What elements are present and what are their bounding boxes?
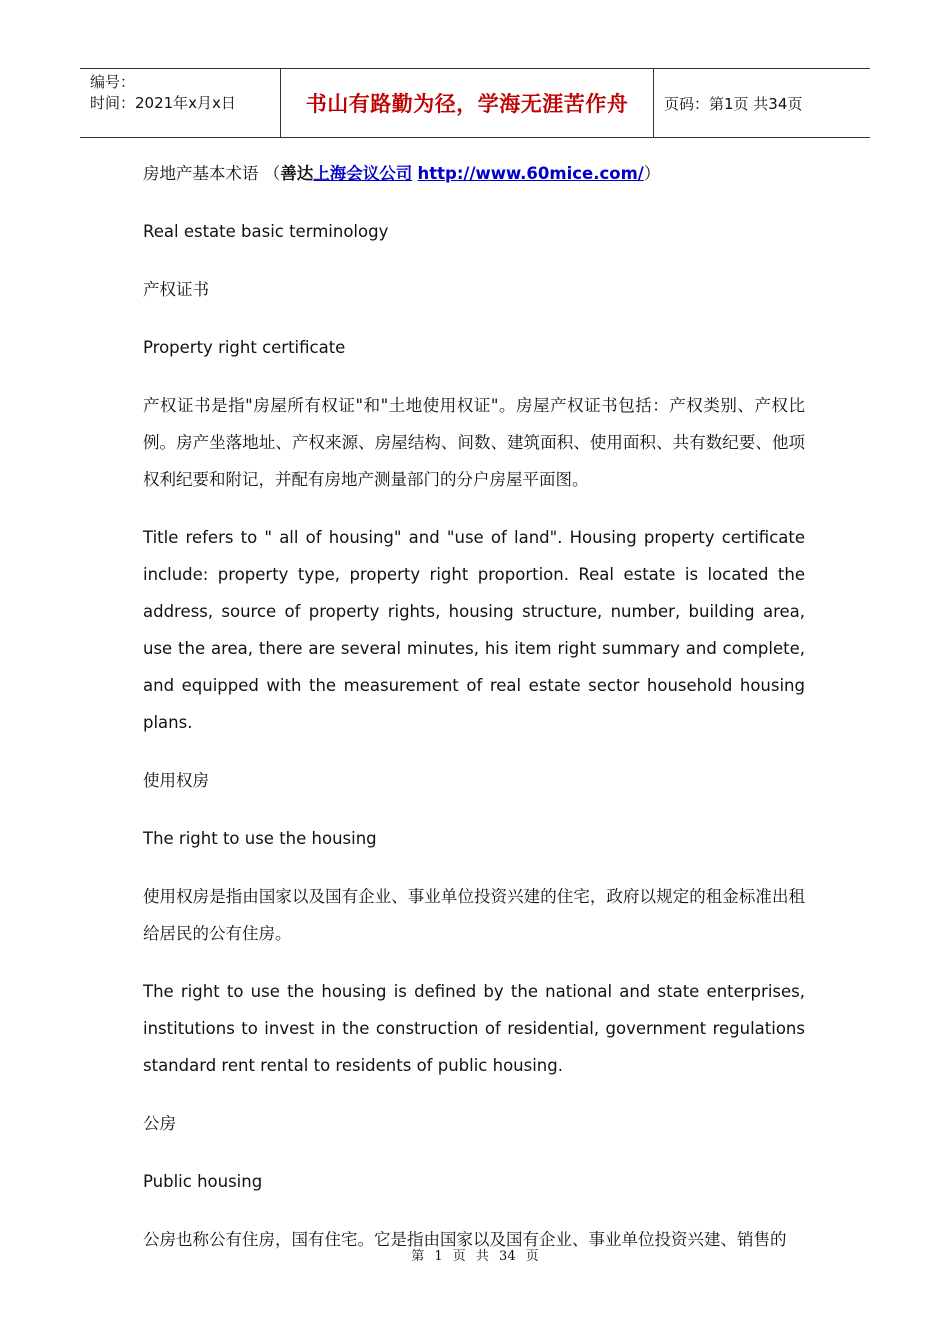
paragraph: 使用权房是指由国家以及国有企业、事业单位投资兴建的住宅，政府以规定的租金标准出租给居民的公有住房。 xyxy=(143,887,805,943)
header-motto: 书山有路勤为径，学海无涯苦作舟 xyxy=(281,69,654,137)
paragraph: Public housing xyxy=(143,1172,263,1191)
header-page-info: 页码：第1页 共34页 xyxy=(664,94,803,113)
paragraph: Title refers to " all of housing" and "use of land". Housing property certificate include: property type, property right proportion. Real estate is located the address, source of property rights, housing structure, number, building area, use the area, there are several minutes, his item right summary and complete, and equipped with the measurement of real estate sector household housing plans. xyxy=(143,528,805,732)
document-title xyxy=(143,155,805,192)
paragraph: The right to use the housing is defined by the national and state enterprises, institutions to invest in the construction of residential, government regulations standard rent rental to residents of public housing. xyxy=(143,982,805,1075)
paragraph: Real estate basic terminology xyxy=(143,222,389,241)
title-prefix: 房地产基本术语 （ xyxy=(143,164,281,183)
paragraph: 使用权房 xyxy=(143,771,209,790)
paragraph: The right to use the housing xyxy=(143,829,377,848)
paragraph: 公房也称公有住房，国有住宅。它是指由国家以及国有企业、事业单位投资兴建、销售的 xyxy=(143,1230,787,1249)
page-footer: 第 1 页 共 34 页 xyxy=(411,1249,539,1264)
header-meta xyxy=(80,69,281,137)
document-time-label: 时间：2021年x月x日 xyxy=(90,94,236,112)
paragraph: Property right certificate xyxy=(143,338,346,357)
document-body xyxy=(143,155,805,1258)
title-suffix: ） xyxy=(643,164,661,183)
paragraph: 公房 xyxy=(143,1114,176,1133)
website-link[interactable]: http://www.60mice.com/ xyxy=(417,164,644,183)
document-number-label: 编号： xyxy=(90,73,136,91)
title-bold-text: 善达 xyxy=(280,164,314,183)
page-header xyxy=(80,68,870,138)
paragraph: 产权证书 xyxy=(143,280,209,299)
company-link[interactable]: 上海会议公司 xyxy=(313,164,413,183)
paragraph: 产权证书是指"房屋所有权证"和"土地使用权证"。房屋产权证书包括：产权类别、产权比例。房产坐落地址、产权来源、房屋结构、间数、建筑面积、使用面积、共有数纪要、他项权利纪要和附记，并配有房地产测量部门的分户房屋平面图。 xyxy=(143,396,805,489)
